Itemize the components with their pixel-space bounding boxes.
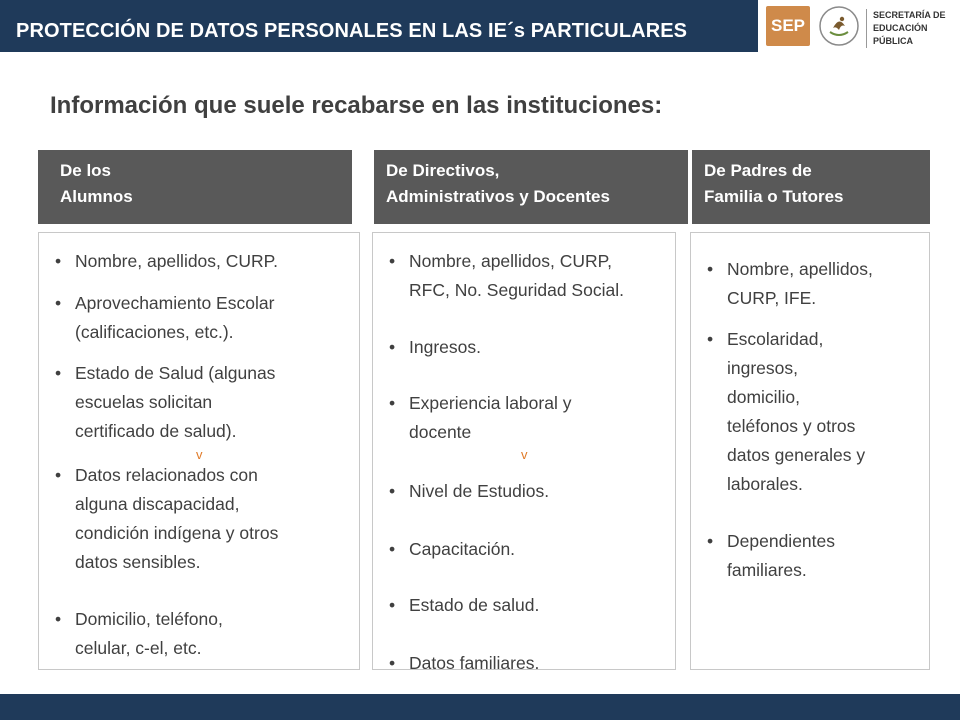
stray-mark: v (196, 447, 203, 462)
column-title-line-2: Administrativos y Docentes (386, 187, 610, 206)
column-title-line-2: Familia o Tutores (704, 187, 844, 206)
list-item: • Escolaridad, ingresos, domicilio, teléfonos y otros datos generales y laborales. (707, 329, 866, 494)
list-item: • Estado de Salud (algunas escuelas solicitan certificado de salud). (55, 363, 276, 441)
sep-logo: SEP (766, 6, 810, 46)
top-banner (0, 0, 960, 52)
list-item: • Ingresos. (389, 337, 481, 357)
secretaria-line-2: EDUCACIÓN PÚBLICA (873, 23, 928, 46)
banner-title: PROTECCIÓN DE DATOS PERSONALES EN LAS IE´s PARTICULARES (16, 20, 688, 42)
list-item: • Nombre, apellidos, CURP. (55, 251, 278, 271)
list-item: • Datos relacionados con alguna discapacidad, condición indígena y otros datos sensibles. (55, 465, 279, 572)
coat-of-arms-icon (818, 4, 860, 48)
list-item: • Aprovechamiento Escolar (calificaciones, etc.). (55, 293, 275, 342)
column-box-alumnos (38, 232, 360, 670)
column-title-line-1: De los (60, 161, 112, 180)
column-title-line-1: De Directivos, (386, 161, 500, 180)
secretaria-name (866, 9, 960, 48)
stray-mark: v (521, 447, 528, 462)
column-title-line-1: De Padres de (704, 161, 812, 180)
bottom-banner (0, 694, 960, 720)
column-title-line-2: Alumnos (60, 187, 133, 206)
list-item: • Estado de salud. (389, 595, 540, 615)
slide-heading: Información que suele recabarse en las instituciones: (50, 92, 663, 119)
list-item: • Experiencia laboral y docente (389, 393, 572, 442)
list-item: • Capacitación. (389, 539, 516, 559)
list-item: • Nombre, apellidos, CURP, IFE. (707, 259, 873, 308)
secretaria-line-1: SECRETARÍA DE (873, 10, 946, 20)
list-item: • Datos familiares. (389, 653, 540, 673)
column-box-padres (690, 232, 930, 670)
column-header-directivos (374, 150, 688, 224)
column-box-directivos (372, 232, 676, 673)
list-item: • Nombre, apellidos, CURP, RFC, No. Seguridad Social. (389, 251, 624, 300)
column-header-padres (692, 150, 930, 224)
list-item: • Nivel de Estudios. (389, 481, 550, 501)
sep-logo-block (758, 0, 960, 52)
list-item: • Dependientes familiares. (707, 531, 835, 580)
list-item: • Domicilio, teléfono, celular, c-el, etc. (55, 609, 223, 658)
column-header-alumnos (38, 150, 352, 224)
